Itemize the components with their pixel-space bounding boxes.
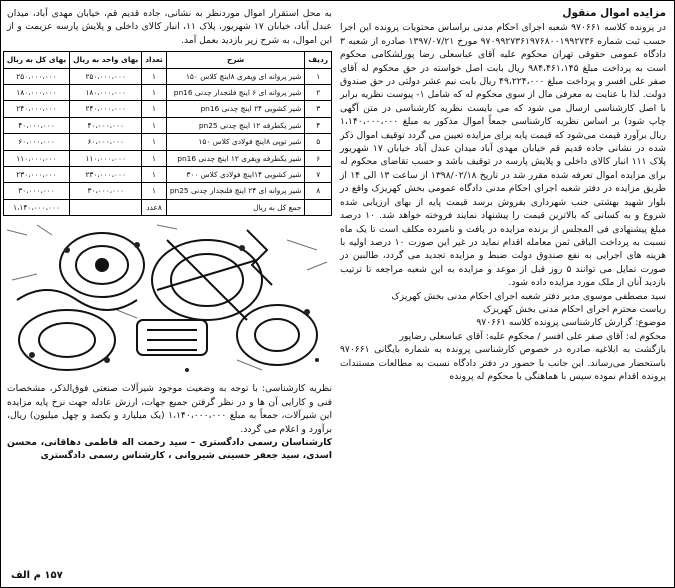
notice-addressee: ریاست محترم اجرای احکام مدنی بخش کهریزک xyxy=(483,303,666,315)
header-count: تعداد xyxy=(142,52,167,68)
table-row xyxy=(3,117,331,133)
table-total-row xyxy=(3,199,331,215)
total-spacer xyxy=(70,199,142,215)
notice-title: مزایده اموال منقول xyxy=(562,7,666,19)
row-number: ۷ xyxy=(305,167,332,183)
row-total-price: ۱۸۰،۰۰۰،۰۰۰ xyxy=(3,85,69,101)
expert-opinion-text: نظریه کارشناسی: با توجه به وضعیت موجود شیرآلات صنعتی فوق‌الذکر، مشخصات فنی و کارایی آن ها و در نظر گرفتن جمیع جهات، ارزش عادله جهت نرخ پایه مزایده این شیرآلات، جمعاً به مبلغ ۱،۱۴۰،۰۰۰،۰۰۰ (یک میلیارد و یکصد و چهل میلیون) ریال، برآورد و اعلام می گردد. xyxy=(7,383,333,435)
header-total-price: بهای کل به ریال xyxy=(3,52,69,68)
row-unit-price: ۱۸۰،۰۰۰،۰۰۰ xyxy=(70,85,142,101)
row-unit-price: ۶۰،۰۰۰،۰۰۰ xyxy=(70,134,142,150)
items-table-header xyxy=(3,52,331,68)
row-unit-price: ۴۰،۰۰۰،۰۰۰ xyxy=(70,117,142,133)
report-column xyxy=(7,7,332,463)
row-total-price: ۱۱۰،۰۰۰،۰۰۰ xyxy=(3,150,69,166)
total-value: ۱،۱۴۰،۰۰۰،۰۰۰ xyxy=(3,199,69,215)
row-total-price: ۴۰،۰۰۰،۰۰۰ xyxy=(3,117,69,133)
valves-photo-drawing xyxy=(7,220,332,380)
header-description: شرح xyxy=(166,52,305,68)
table-row xyxy=(3,68,331,84)
row-description: شیر کشویی ۱۴اینچ فولادی کلاس ۳۰۰ xyxy=(166,167,305,183)
expert-signatures: کارشناسان رسمی دادگستری – سید رحمت اله فاطمی دهاقانی، محسن اسدی، سید جعفر حسینی شیروانی ، کارشناس رسمی دادگستری xyxy=(7,436,332,462)
notice-signer: سید مصطفی موسوی مدیر دفتر شعبه اجرای احکام مدنی بخش کهریزک xyxy=(391,290,666,302)
row-count: ۱ xyxy=(142,101,167,117)
valves-photo xyxy=(7,220,332,380)
row-description: شیر پروانه ای ۲۴ اینچ فلنجدار چدنی pn25 xyxy=(166,183,305,199)
notice-column xyxy=(340,7,666,383)
total-spacer xyxy=(305,199,332,215)
notice-subject: موضوع: گزارش کارشناسی پرونده کلاسه ۹۷۰۶۶۱ xyxy=(476,317,666,329)
row-description: شیر پروانه ای ۶ اینچ فلنجدار چدنی pn16 xyxy=(166,85,305,101)
total-label: جمع کل به ریال xyxy=(166,199,305,215)
row-description: شیر یکطرفه ۱۲ اینچ چدنی pn25 xyxy=(166,117,305,133)
row-description: شیر کشویی ۲۴ اینچ چدنی pn16 xyxy=(166,101,305,117)
row-description: شیر یکطرفه ویفری ۱۲ اینچ چدنی pn16 xyxy=(166,150,305,166)
row-count: ۱ xyxy=(142,167,167,183)
row-number: ۸ xyxy=(305,183,332,199)
row-total-price: ۳۰،۰۰۰،۰۰۰ xyxy=(3,183,69,199)
row-unit-price: ۱۱۰،۰۰۰،۰۰۰ xyxy=(70,150,142,166)
table-row xyxy=(3,183,331,199)
header-row-number: ردیف xyxy=(305,52,332,68)
location-text: به محل استقرار اموال موردنظر به نشانی، جاده قدیم قم، خیابان مهدی آباد، میدان عبدل آباد، خیابان ۱۷ شهریور، پلاک ۱۱، انبار کالای داخلی و پلایش پارسه عزیمت و از این اموال، به شرح زیر بازدید بعمل آمد. xyxy=(7,8,332,46)
table-row xyxy=(3,101,331,117)
table-row xyxy=(3,150,331,166)
row-unit-price: ۲۵۰،۰۰۰،۰۰۰ xyxy=(70,68,142,84)
total-count: ۸عدد xyxy=(142,199,167,215)
row-count: ۱ xyxy=(142,134,167,150)
row-number: ۴ xyxy=(305,117,332,133)
row-number: ۱ xyxy=(305,68,332,84)
row-total-price: ۲۳۰،۰۰۰،۰۰۰ xyxy=(3,167,69,183)
table-row xyxy=(3,167,331,183)
row-total-price: ۲۵۰،۰۰۰،۰۰۰ xyxy=(3,68,69,84)
row-total-price: ۶۰،۰۰۰،۰۰۰ xyxy=(3,134,69,150)
expert-opinion xyxy=(7,382,332,462)
row-count: ۱ xyxy=(142,85,167,101)
row-count: ۱ xyxy=(142,150,167,166)
row-count: ۱ xyxy=(142,68,167,84)
row-unit-price: ۲۴۰،۰۰۰،۰۰۰ xyxy=(70,101,142,117)
header-unit-price: بهای واحد به ریال xyxy=(70,52,142,68)
row-count: ۱ xyxy=(142,183,167,199)
row-number: ۵ xyxy=(305,134,332,150)
table-row xyxy=(3,85,331,101)
row-description: شیر پروانه ای ویفری ۸اینچ کلاس ۱۵۰ xyxy=(166,68,305,84)
row-unit-price: ۲۳۰،۰۰۰،۰۰۰ xyxy=(70,167,142,183)
row-description: شیر توپی ۸اینچ فولادی کلاس ۱۵۰ xyxy=(166,134,305,150)
notice-body: در پرونده کلاسه ۹۷۰۶۶۱ شعبه اجرای احکام مدنی براساس محتویات پرونده این اجرا حسب ثبت شماره ۹۷۰۹۹۲۷۳۶۱۹۷۶۸۰۰۱۹۹۲۷۳۶ مورخ ۱۳۹۷/۰۷/۲۱ صادره از شعبه ۳ دادگاه عمومی حقوقی تهران محکوم علیه آقای عباسعلی رضا پورلشکامی محکوم است به پرداخت مبلغ ۹۸۴،۴۶۱،۱۴۵ ریال بابت اصل خواسته در حق محکوم له آقای صفر علی افسر و پرداخت مبلغ ۴۹،۲۲۴،۰۰۰ ریال بابت نیم عشر دولتی در حق صندوق دولت. لذا با عنایت به معرفی مال از سوی محکوم له که شامل ۱- پیوست نظریه برابر با اصل کارشناسی ارسال می شود که می بایست نظریه کارشناسی در متن آگهی چاپ شود) بر اساس نظریه کارشناسی جمعاً اموال مذکور به مبلغ ۱،۱۴۰،۰۰۰،۰۰۰ ریال برآورد قیمت می‌شود که قیمت پایه برای مزایده تعیین می گردد توقیف اموال ذکر شده در نشانی جاده قدیم قم خیابان مهدی آباد میدان عبدل آباد خیابان ۱۷ شهریور پلاک ۱۱۱ انبار کالای داخلی و پلایش پارسه در توقیف باشد و حسب تقاضای محکوم له برای مزایده اموال تعرفه شده مقرر شد در تاریخ ۱۳۹۸/۰۲/۱۸ از ساعت ۱۳ الی ۱۴ از طریق مزایده در دفتر شعبه اجرای احکام مدنی دادگاه عمومی بخش کهریزک واقع در بلوار شهید بهشتی جنب شهرداری بفروش برسد قیمت پایه از بهای ارزیابی شده شروع و به کسانی که بالاترین قیمت را پیشنهاد نمایند فروخته خواهد شد. ۱۰ درصد مبلغ پیشنهادی فی المجلس از برنده مزایده در یافت و نامبرده مکلف است تا یک ماه نسبت به پرداخت الباقی ثمن معامله اقدام نماید در غیر این صورت ۱۰ درصد اولیه با هزینه های اجرایی به نفع صندوق دولت ضبط و مزایده تجدید می گردد، طالبین در صورت تمایل می توانند ۵ روز قبل از موعد و مزایده به این شعبه مراجعه تا ترتیب بازدید آنان از ملک مورد مزایده داده شود. xyxy=(340,22,667,289)
items-table xyxy=(3,51,332,216)
row-number: ۳ xyxy=(305,101,332,117)
notice-parties: محکوم له: آقای صفر علی افسر / محکوم علیه: آقای عباسعلی رضاپور xyxy=(399,330,666,342)
row-number: ۲ xyxy=(305,85,332,101)
notice-closing: بازگشت به ابلاغیه صادره در خصوص کارشناسی پرونده به شماره بایگانی ۹۷۰۶۶۱ باستحضار می‌رساند. این جانب با حضور در دفتر دادگاه نسبت به مطالعات مستندات پرونده اقدام نموده سپس با هماهنگی با محکوم له پرونده xyxy=(340,344,666,382)
row-unit-price: ۳۰،۰۰۰،۰۰۰ xyxy=(70,183,142,199)
row-count: ۱ xyxy=(142,117,167,133)
row-total-price: ۲۴۰،۰۰۰،۰۰۰ xyxy=(3,101,69,117)
table-row xyxy=(3,134,331,150)
row-number: ۶ xyxy=(305,150,332,166)
ad-code: ۱۵۷ م الف xyxy=(11,570,63,581)
